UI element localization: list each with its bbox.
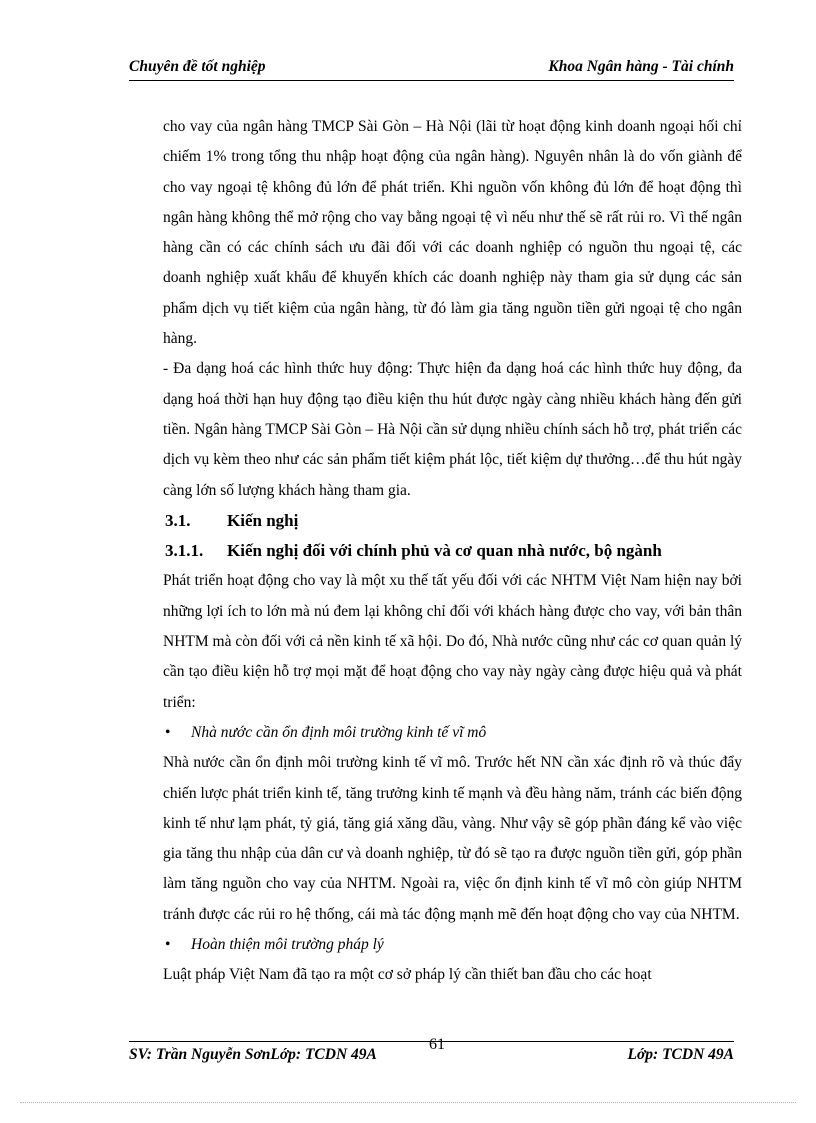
heading-section-number: 3.1. — [165, 510, 191, 530]
paragraph-3: Phát triển hoạt động cho vay là một xu thế tất yếu đối với các NHTM Việt Nam hiện nay bởi những lợi ích to lớn mà nú đem lại không chỉ đối với khách hàng được cho vay, với bản thân NHTM mà còn đối với cả nền kinh tế xã hội. Do đó, Nhà nước cũng như các cơ quan quản lý cần tạo điều kiện hỗ trợ mọi mặt để hoạt động cho vay này ngày càng được hiệu quả và phát triển: — [163, 572, 743, 711]
header-doc-type: Chuyên đề tốt nghiệp — [129, 58, 266, 75]
paragraph-2: - Đa dạng hoá các hình thức huy động: Thực hiện đa dạng hoá các hình thức huy động, đa dạng hoá thời hạn huy động tạo điều kiện thu hút được ngày càng nhiều khách hàng đến gửi tiền. Ngân hàng TMCP Sài Gòn – Hà Nội cần sử dụng nhiều chính sách hỗ trợ, phát triển các dịch vụ kèm theo như các sản phẩm tiết kiệm phát lộc, tiết kiệm dự thưởng…để thu hút ngày càng lớn số lượng khách hàng tham gia. — [163, 360, 742, 499]
page-footer — [129, 1036, 734, 1068]
heading-subsection-title: Kiến nghị đối với chính phủ và cơ quan nhà nước, bộ ngành — [227, 541, 662, 561]
paragraph-4: Nhà nước cần ổn định môi trường kinh tế vĩ mô. Trước hết NN cần xác định rõ và thúc đẩy chiến lược phát triển kinh tế, tăng trưởng kinh tế mạnh và đều hàng năm, tránh các biến động kinh tế như lạm phát, tỷ giá, tăng giá xăng dầu, vàng. Như vậy sẽ góp phần đáng kể vào việc gia tăng thu nhập của dân cư và doanh nghiệp, từ đó sẽ tạo ra được nguồn tiền gửi, góp phần làm tăng nguồn cho vay của NHTM. Ngoài ra, việc ổn định kinh tế vĩ mô còn giúp NHTM tránh được các rủi ro hệ thống, cái mà tác động mạnh mẽ đến hoạt động cho vay của NHTM. — [163, 754, 742, 923]
bullet-text-1: Nhà nước cần ổn định môi trường kinh tế vĩ mô — [191, 723, 487, 741]
heading-section — [165, 506, 742, 536]
page-body — [165, 112, 742, 991]
page-header — [129, 58, 734, 81]
bullet-icon: • — [165, 936, 171, 954]
heading-section-title: Kiến nghị — [227, 510, 299, 530]
heading-subsection — [165, 536, 742, 566]
paragraph-1: cho vay của ngân hàng TMCP Sài Gòn – Hà Nội (lãi từ hoạt động kinh doanh ngoại hối chỉ chiếm 1% trong tổng thu nhập hoạt động của ngân hàng). Nguyên nhân là do vốn giành để cho vay ngoại tệ không đủ lớn để phát triển. Khi nguồn vốn không đủ lớn để hoạt động thì ngân hàng không thể mở rộng cho vay bằng ngoại tệ vì nếu như thế sẽ rất rủi ro. Vì thế ngân hàng cần có các chính sách ưu đãi đối với các doanh nghiệp có nguồn thu ngoại tệ, các doanh nghiệp xuất khẩu để khuyến khích các doanh nghiệp này tham gia sử dụng các sản phẩm dịch vụ tiết kiệm của ngân hàng, từ đó làm gia tăng nguồn tiền gửi ngoại tệ cho ngân hàng. — [163, 118, 742, 348]
paragraph-5: Luật pháp Việt Nam đã tạo ra một cơ sở pháp lý cần thiết ban đầu cho các hoạt — [163, 966, 652, 984]
page-bottom-divider — [20, 1102, 796, 1103]
bullet-icon: • — [165, 723, 171, 741]
bullet-item-2 — [165, 930, 742, 960]
heading-subsection-number: 3.1.1. — [165, 541, 204, 561]
footer-student: SV: Trần Nguyễn SơnLớp: TCDN 49A — [129, 1046, 377, 1063]
bullet-item-1 — [165, 718, 742, 748]
page-number: 61 — [429, 1036, 445, 1053]
footer-class: Lớp: TCDN 49A — [627, 1046, 734, 1063]
bullet-text-2: Hoàn thiện môi trường pháp lý — [191, 936, 384, 954]
header-faculty: Khoa Ngân hàng - Tài chính — [548, 58, 734, 75]
